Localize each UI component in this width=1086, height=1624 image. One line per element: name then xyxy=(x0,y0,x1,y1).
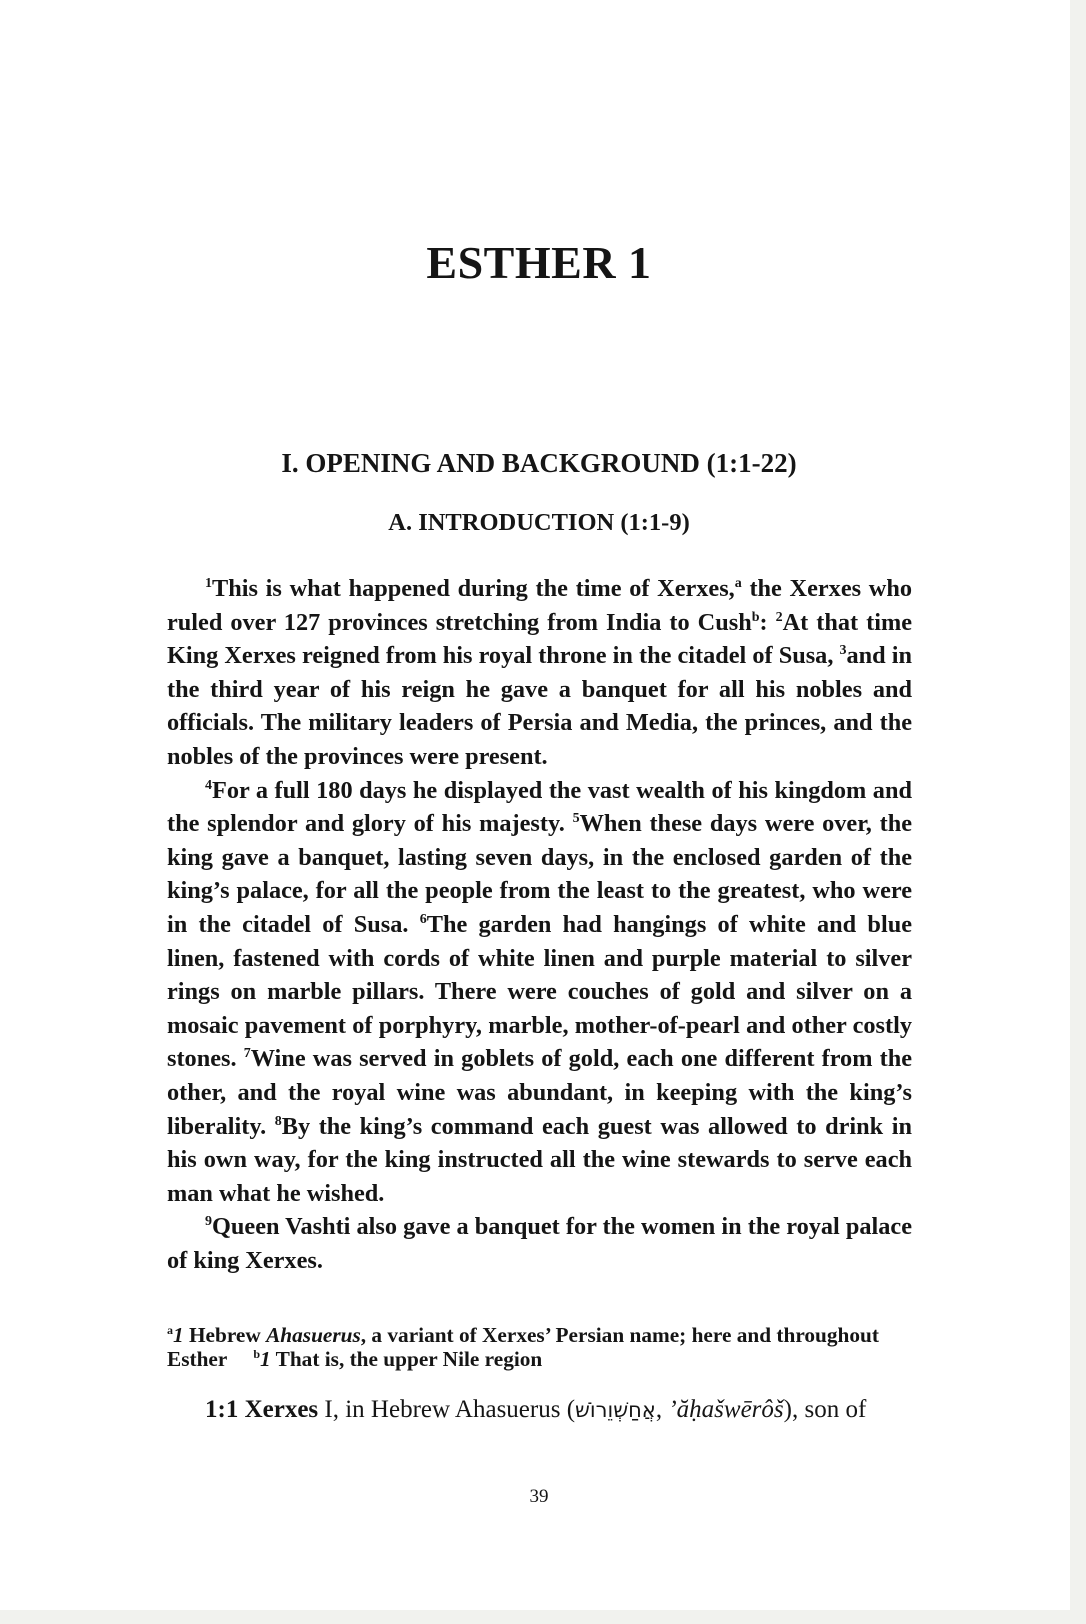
footnote-marker: b xyxy=(751,609,760,625)
commentary xyxy=(205,1394,915,1426)
verse-number: 9 xyxy=(205,1214,212,1230)
scripture-paragraph xyxy=(167,572,912,774)
footnote-marker: a xyxy=(734,576,742,591)
chapter-title: ESTHER 1 xyxy=(426,237,652,288)
verse-number: 1 xyxy=(205,576,212,591)
commentary-text: ), son of xyxy=(783,1396,867,1423)
verse-text: Queen Vashti also gave a banquet for the women in the royal palace of king Xerxes. xyxy=(167,1213,912,1274)
verse-text: By the king’s command each guest was allowed to drink in his own way, for the king instructed all the wine stewards to serve each man what he wished. xyxy=(167,1112,912,1207)
verse-text: The garden had hangings of white and blue linen, fastened with cords of white linen and purple material to silver rings on marble pillars. There were couches of gold and silver on a mosaic pavement of porphyry, marble, mother-of-pearl and other costly stones. xyxy=(167,910,912,1073)
verse-number: 2 xyxy=(775,609,783,625)
verse-text: For a full 180 days he displayed the vast wealth of his kingdom and the splendor and glory of his majesty. xyxy=(167,776,912,838)
verse-number: 8 xyxy=(274,1113,282,1129)
footnote-line xyxy=(167,1323,912,1371)
scripture-text xyxy=(167,572,912,1277)
verse-text: and in the third year of his reign he gave a banquet for all his nobles and officials. The military leaders of Persia and Media, the princes, and the nobles of the provinces were present. xyxy=(167,642,912,770)
commentary-text: , xyxy=(655,1396,669,1423)
verse-text: This is what happened during the time of Xerxes, xyxy=(212,575,735,602)
footnote-b-ref: 1 xyxy=(260,1347,271,1371)
commentary-reference: 1:1 Xerxes xyxy=(205,1396,319,1423)
page-number: 39 xyxy=(529,1486,549,1507)
verse-text: Wine was served in goblets of gold, each one different from the other, and the royal wine was abundant, in keeping with the king’s liberality. xyxy=(167,1045,912,1140)
hebrew-word: אֲחַשְׁוֵרוֹשׁ xyxy=(575,1398,656,1422)
footnote-a-pre: Hebrew xyxy=(183,1323,267,1347)
commentary-text: I, in Hebrew Ahasuerus ( xyxy=(318,1396,576,1423)
section-heading: I. OPENING AND BACKGROUND (1:1-22) xyxy=(281,448,797,478)
footnote-a-text: , a variant of Xerxes’ Persian name; here and throughout Esther xyxy=(167,1323,879,1371)
transliteration: ’ăḥašwērôš xyxy=(668,1396,784,1423)
verse-number: 3 xyxy=(839,643,847,659)
verse-text: At that time King Xerxes reigned from his royal throne in the citadel of Susa, xyxy=(167,608,912,670)
footnote-a-ref: 1 xyxy=(173,1323,184,1347)
verse-text: When these days were over, the king gave a banquet, lasting seven days, in the enclosed garden of the king’s palace, for all the people from the least to the greatest, who were in the citadel of Susa. xyxy=(167,810,912,938)
verse-number: 6 xyxy=(419,911,427,927)
footnote-a-marker: a xyxy=(167,1323,173,1337)
verse-number: 4 xyxy=(205,777,212,793)
verse-number: 5 xyxy=(572,811,580,827)
verse-number: 7 xyxy=(243,1046,251,1062)
subsection-heading: A. INTRODUCTION (1:1-9) xyxy=(388,509,690,536)
footnote-a-italic: Ahasuerus xyxy=(266,1323,361,1347)
verse-text: : xyxy=(759,608,776,636)
footnote-b-marker: b xyxy=(253,1347,261,1361)
footnote-b-text: That is, the upper Nile region xyxy=(270,1347,543,1371)
footnotes xyxy=(167,1323,912,1371)
scripture-paragraph xyxy=(167,774,912,1211)
verse-text: the Xerxes who ruled over 127 provinces stretching from India to Cush xyxy=(167,575,912,636)
scripture-paragraph xyxy=(167,1210,912,1277)
